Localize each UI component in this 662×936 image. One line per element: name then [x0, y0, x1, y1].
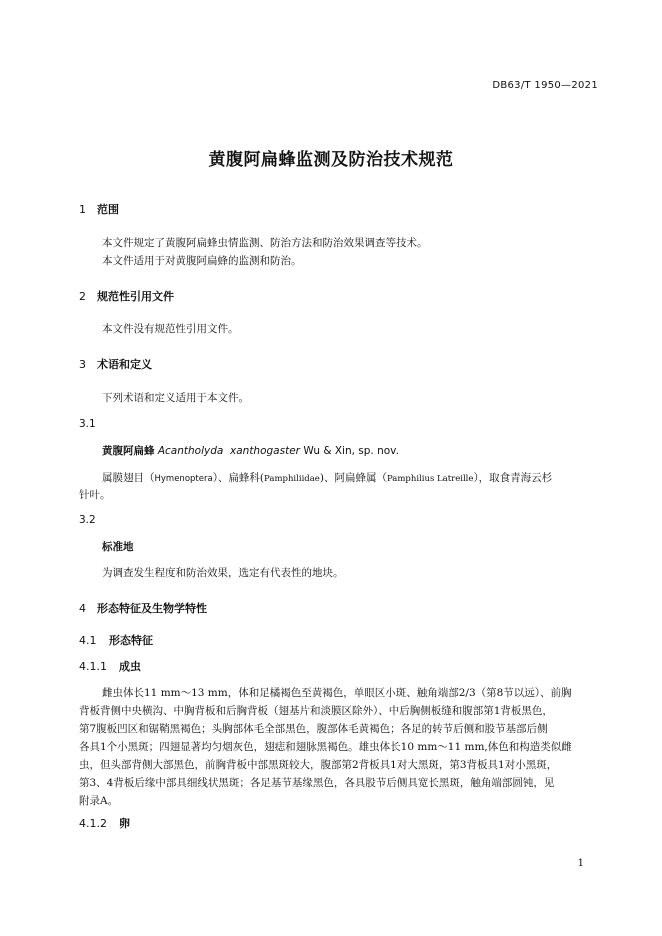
section-4-heading — [79, 600, 207, 616]
section-title: 卵 — [119, 817, 130, 830]
taxon-order: Hymenoptera — [154, 474, 213, 484]
term-latin-species: xanthogaster — [230, 445, 300, 457]
document-title: 黄腹阿扁蜂监测及防治技术规范 — [208, 150, 454, 170]
taxon-genus: Pamphilius Latreille — [386, 474, 474, 484]
definition-text: 属膜翅目（ — [102, 472, 155, 484]
section-4-1-2-heading — [79, 815, 130, 831]
term-chinese: 标准地 — [102, 541, 134, 553]
clause-number: 3.2 — [79, 514, 96, 526]
term-latin-genus: Acantholyda — [157, 445, 224, 457]
paragraph: 本文件适用于对黄腹阿扁蜂的监测和防治。 — [102, 255, 302, 267]
section-3-heading — [79, 356, 152, 372]
section-2-heading — [79, 288, 174, 304]
text-line: 背板背侧中央横沟、中胸背板和后胸背板（翅基片和淡膜区除外）、中后胸侧板缝和腹部第1背板黑色， — [79, 705, 553, 717]
term-chinese: 黄腹阿扁蜂 — [102, 445, 155, 457]
paragraph: 本文件规定了黄腹阿扁蜂虫情监测、防治方法和防治效果调查等技术。 — [102, 237, 428, 249]
section-number: 3 — [79, 358, 86, 371]
section-title: 形态特征及生物学特性 — [97, 602, 207, 615]
term-entry — [102, 443, 399, 458]
section-number: 4.1.2 — [79, 817, 107, 830]
term-definition — [102, 469, 600, 488]
section-title: 规范性引用文件 — [97, 290, 174, 303]
text-line: 第3、4背板后缘中部具细线状黑斑；各足基节基缘黑色，各具股节后侧具宽长黑斑，触角端部圆钝，见 — [79, 777, 555, 789]
text-line: 第7腹板凹区和锯鞘黑褐色；头胸部体毛全部黑色，腹部体毛黄褐色；各足的转节后侧和股节基部后侧 — [79, 723, 548, 735]
section-title: 成虫 — [119, 660, 141, 673]
standard-number: DB63/T 1950—2021 — [492, 80, 598, 91]
adult-description — [79, 684, 609, 810]
definition-text: )、阿扁蜂属（ — [319, 472, 387, 484]
section-number: 4 — [79, 602, 86, 615]
section-number: 4.1.1 — [79, 660, 107, 673]
section-title: 术语和定义 — [97, 358, 152, 371]
definition-continuation: 针叶。 — [79, 489, 111, 501]
text-line: 虫，但头部背侧大部黑色，前胸背板中部黑斑较大，腹部第2背板具1对大黑斑，第3背板具1对小黑斑， — [79, 759, 558, 771]
paragraph: 本文件没有规范性引用文件。 — [102, 323, 239, 335]
term-author: Wu & Xin, sp. nov. — [303, 445, 399, 457]
section-title: 形态特征 — [109, 634, 153, 647]
section-number: 2 — [79, 290, 86, 303]
section-4-1-heading — [79, 632, 153, 648]
section-number: 1 — [79, 203, 86, 216]
section-title: 范围 — [97, 203, 119, 216]
text-line: 附录A。 — [79, 795, 119, 807]
page-number: 1 — [577, 858, 584, 869]
taxon-family: Pamphiliidae — [264, 474, 320, 484]
section-number: 4.1 — [79, 634, 97, 647]
section-1-heading — [79, 201, 119, 217]
definition-text: ）、扁蜂科( — [212, 472, 265, 484]
text-line: 各具1个小黑斑；四翅显著均匀烟灰色，翅痣和翅脉黑褐色。雄虫体长10 mm～11 mm,体色和构造类似雌 — [79, 741, 572, 753]
clause-number: 3.1 — [79, 418, 96, 430]
section-4-1-1-heading — [79, 658, 141, 674]
definition-text: ），取食青海云杉 — [473, 472, 553, 484]
term-definition: 为调查发生程度和防治效果，选定有代表性的地块。 — [102, 567, 344, 579]
text-line: 雌虫体长11 mm～13 mm，体和足橘褐色至黄褐色，单眼区小斑、触角端部2/3（第8节以远）、前胸 — [102, 687, 572, 699]
paragraph: 下列术语和定义适用于本文件。 — [102, 392, 249, 404]
